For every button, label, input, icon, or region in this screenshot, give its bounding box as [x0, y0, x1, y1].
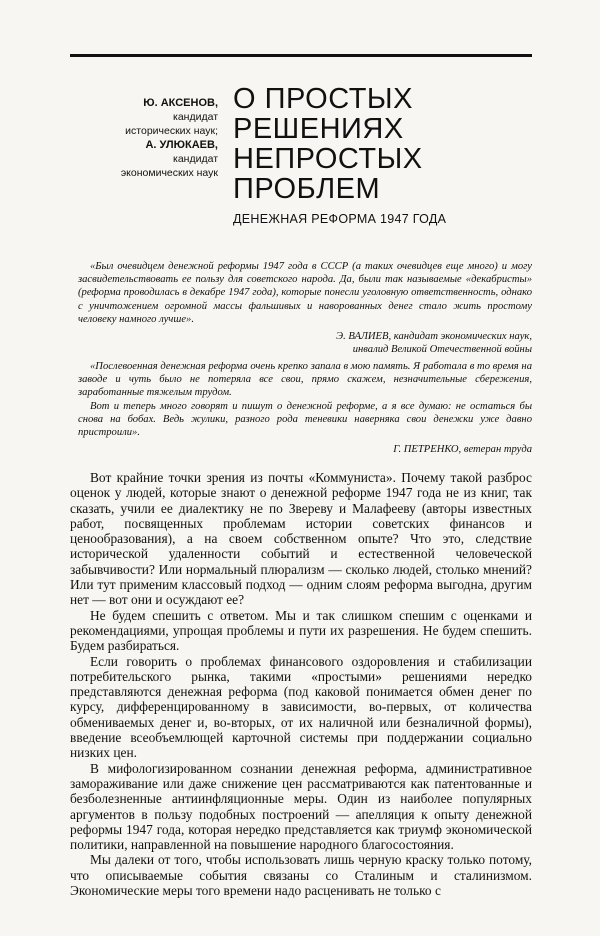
author-credential: кандидат — [173, 111, 218, 123]
top-rule — [70, 54, 532, 57]
quote-attribution: инвалид Великой Отечественной войны — [352, 344, 532, 356]
body-paragraph: Вот крайние точки зрения из почты «Коммуниста». Почему такой разброс оценок у людей, которые знают о денежной реформе 1947 года не из книг, так сказать, учили ее диалектику не по Звереву и Малафееву (авторы известных работ, посвященных проблемам истории советских финансов и ценообразования), а на своем собственном опыте? Что это, следствие исторической удаленности событий и естественной человеческой забывчивости? Или нормальный плюрализм — сколько людей, столько мнений? Или тут применим классовый подход — одним слоям реформа выгодна, другим нет — вот они и осуждают ее? — [70, 470, 532, 608]
quote-paragraph: «Был очевидцем денежной реформы 1947 года в СССР (а таких очевидцев еще много) и могу засвидетельствовать ее пользу для советского народа. Да, были так называемые «декабристы» (реформа проводилась в декабре 1947 года), которые понесли уголовную ответственность, однако с уничтожением огромной массы фальшивых и наворованных денег стало жить простому человеку намного лучше». — [78, 261, 532, 325]
title-line: РЕШЕНИЯХ — [233, 113, 404, 145]
article-subtitle: ДЕНЕЖНАЯ РЕФОРМА 1947 ГОДА — [233, 212, 447, 226]
body-paragraph: В мифологизированном сознании денежная реформа, административное замораживание или даже снижение цен рассматриваются как патентованные и безболезненные антиинфляционные меры. Один из наиболее популярных аргументов в пользу подобных построений — апелляция к опыту денежной реформы 1947 года, которая нередко представляется как триумф экономической политики, направленной на повышение народного благосостояния. — [70, 760, 532, 853]
author-credential: кандидат — [173, 153, 218, 165]
title-line: О ПРОСТЫХ — [233, 83, 413, 115]
title-line: ПРОБЛЕМ — [233, 173, 381, 205]
quote-paragraph: «Послевоенная денежная реформа очень крепко запала в мою память. Я работала в то время на заводе и чуть было не потеряла все свои, прямо скажем, незначительные сбережения, заработанные тяжелым трудом. — [78, 361, 532, 399]
quote-paragraph: Вот и теперь много говорят и пишут о денежной реформе, а я все думаю: не остаться бы снова на бобах. Ведь жулики, разного рода теневики наверняка свои денежки уже давно пристроили». — [78, 400, 532, 439]
body-paragraph: Мы далеки от того, чтобы использовать лишь черную краску только потому, что описываемые события связаны со Сталиным и сталинизмом. Экономические меры того времени надо расценивать не только с — [70, 852, 532, 899]
reader-quote — [78, 260, 532, 356]
author-credential: экономических наук — [120, 167, 218, 179]
title-line: НЕПРОСТЫХ — [233, 143, 423, 175]
author-credential: исторических наук; — [125, 125, 218, 137]
quote-attribution: Г. ПЕТРЕНКО, ветеран труда — [393, 444, 532, 456]
body-paragraph: Если говорить о проблемах финансового оздоровления и стабилизации потребительского рынка, такими «простыми» решениями нередко представляются денежная реформа (под каковой понимается обмен денег по курсу, дифференцированному в зависимости, во-первых, от количества обмениваемых денег и, во-вторых, от их наличной или безналичной формы), введение всеобъемлющей карточной системы при поддержании социально низких цен. — [70, 653, 532, 761]
reader-quote — [78, 360, 532, 456]
author-name: А. УЛЮКАЕВ, — [145, 139, 218, 151]
author-name: Ю. АКСЕНОВ, — [143, 97, 218, 109]
article-title — [233, 84, 533, 204]
author-block — [70, 96, 218, 180]
article-body — [70, 470, 532, 898]
body-paragraph: Не будем спешить с ответом. Мы и так слишком спешим с оценками и рекомендациями, упрощая проблемы и пути их разрешения. Не будем спешить. Будем разбираться. — [70, 607, 532, 654]
quote-attribution: Э. ВАЛИЕВ, кандидат экономических наук, — [336, 331, 532, 343]
